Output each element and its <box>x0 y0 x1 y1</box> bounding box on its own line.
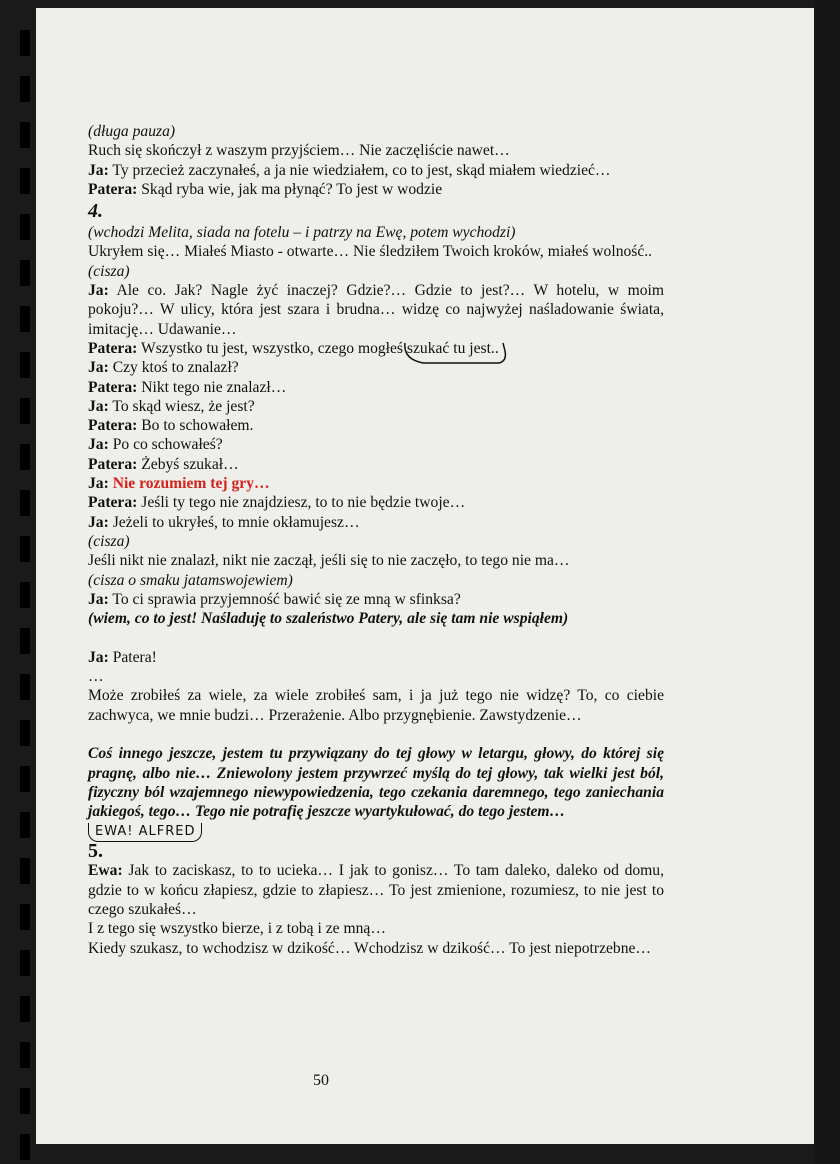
page-edge-shadow <box>814 0 840 1164</box>
dialogue-line: Ja: To ci sprawia przyjemność bawić się ze mną w sfinksa? <box>88 590 461 608</box>
dialogue-line: Jeśli nikt nie znalazł, nikt nie zaczął, jeśli się to nie zaczęło, to tego nie ma… <box>88 552 570 570</box>
handwritten-underline: szukać tu jest. <box>407 339 495 358</box>
speaker: Ja: <box>88 513 109 531</box>
speaker: Patera: <box>88 339 138 357</box>
stage-direction: (cisza o smaku jatamswojewiem) <box>88 571 293 589</box>
binding-strip <box>0 0 38 1164</box>
binding-hole <box>20 720 30 746</box>
dialogue-line: Ja: Patera! <box>88 648 157 666</box>
speaker: Ja: <box>88 590 109 608</box>
dialogue-line: Patera: Jeśli ty tego nie znajdziesz, to to nie będzie twoje… <box>88 494 466 512</box>
speaker: Ja: <box>88 397 109 415</box>
binding-hole <box>20 904 30 930</box>
speaker: Ja: <box>88 359 109 377</box>
speaker: Ja: <box>88 282 109 300</box>
scene-number: 4. <box>88 200 103 223</box>
speaker: Ja: <box>88 161 109 179</box>
binding-hole <box>20 674 30 700</box>
scene-number: 5. <box>88 840 103 863</box>
dialogue-line: I z tego się wszystko bierze, i z tobą i ze mną… <box>88 920 386 938</box>
speaker: Patera: <box>88 455 138 473</box>
speaker: Ewa: <box>88 862 123 880</box>
dialogue-line: Ja: Ty przecież zaczynałeś, a ja nie wiedziałem, co to jest, skąd miałem wiedzieć… <box>88 161 611 179</box>
binding-hole <box>20 812 30 838</box>
binding-hole <box>20 1088 30 1114</box>
binding-hole <box>20 858 30 884</box>
binding-hole <box>20 30 30 56</box>
binding-hole <box>20 352 30 378</box>
binding-hole <box>20 306 30 332</box>
binding-hole <box>20 260 30 286</box>
handwritten-note: EWA! ALFRED <box>88 821 664 842</box>
binding-hole <box>20 1134 30 1160</box>
page-number: 50 <box>313 1072 329 1089</box>
dialogue-line-highlight: Ja: Nie rozumiem tej gry… <box>88 475 270 493</box>
speaker: Ja: <box>88 648 109 666</box>
binding-hole <box>20 122 30 148</box>
stage-direction: (długa pauza) <box>88 123 176 140</box>
binding-hole <box>20 766 30 792</box>
binding-hole <box>20 490 30 516</box>
binding-hole <box>20 536 30 562</box>
dialogue-line: Ruch się skończył z waszym przyjściem… Nie zaczęliście nawet… <box>88 142 510 160</box>
dialogue-line: Patera: Bo to schowałem. <box>88 417 254 435</box>
dialogue-line: Ukryłem się… Miałeś Miasto - otwarte… Nie śledziłem Twoich kroków, miałeś wolność.. <box>88 243 653 261</box>
dialogue-line: Ja: Po co schowałeś? <box>88 436 223 454</box>
speaker: Patera: <box>88 494 138 512</box>
stage-direction: (wchodzi Melita, siada na fotelu – i patrzy na Ewę, potem wychodzi) <box>88 224 516 242</box>
binding-hole <box>20 582 30 608</box>
speaker: Ja: <box>88 436 109 454</box>
dialogue-line: Ja: Ale co. Jak? Nagle żyć inaczej? Gdzie?… Gdzie to jest?… W hotelu, w moim pokoju?… W ulicy, która jest szara i brudna… widzę co najwyżej naśladowanie świata, imitację… Udawanie… <box>88 282 664 338</box>
pen-mark-icon <box>403 341 511 367</box>
stage-direction: (cisza) <box>88 532 130 550</box>
binding-hole <box>20 1042 30 1068</box>
dialogue-line: Patera: Nikt tego nie znalazł… <box>88 378 287 396</box>
binding-hole <box>20 398 30 424</box>
dialogue-line: Ja: Jeżeli to ukryłeś, to mnie okłamujesz… <box>88 513 360 531</box>
stage-direction: (cisza) <box>88 262 130 280</box>
dialogue-line: Ewa: Jak to zaciskasz, to to ucieka… I jak to gonisz… To tam daleko, daleko od domu, gdzie to w końcu złapiesz, gdzie to złapiesz… To jest zmienione, rozumiesz, to nie jest to czego szukałeś… <box>88 862 664 918</box>
binding-hole <box>20 168 30 194</box>
dialogue-line: Patera: Żebyś szukał… <box>88 455 239 473</box>
dialogue-line: Może zrobiłeś za wiele, za wiele zrobiłeś sam, i ja już tego nie widzę? To, co ciebie zachwyca, we mnie budzi… Przerażenie. Albo przygnębienie. Zawstydzenie… <box>88 687 664 724</box>
binding-hole <box>20 444 30 470</box>
stage-direction: (wiem, co to jest! Naśladuję to szaleństwo Patery, ale się tam nie wspiąłem) <box>88 610 569 628</box>
dialogue-line: Patera: Skąd ryba wie, jak ma płynąć? To jest w wodzie <box>88 180 443 198</box>
dialogue-line: Ja: Czy ktoś to znalazł? <box>88 359 239 377</box>
binding-hole <box>20 76 30 102</box>
binding-hole <box>20 628 30 654</box>
monologue: Coś innego jeszcze, jestem tu przywiązany do tej głowy w letargu, głowy, do której się pragnę, albo nie… Zniewolony jestem przywrzeć myślą do tej głowy, tak wielki jest ból, fizyczny ból wzajemnego niewypowiedzenia, tego czekania daremnego, tego zaniechania jakiegoś, tego… Tego nie potrafię jeszcze wyartykułować, do tego jestem… <box>88 745 664 821</box>
binding-hole <box>20 214 30 240</box>
speaker: Patera: <box>88 378 138 396</box>
binding-hole <box>20 996 30 1022</box>
speaker: Patera: <box>88 417 138 435</box>
dialogue-line: Ja: To skąd wiesz, że jest? <box>88 397 255 415</box>
speaker: Ja: <box>88 475 109 493</box>
speaker: Patera: <box>88 180 138 198</box>
binding-hole <box>20 950 30 976</box>
document-text <box>88 122 664 958</box>
dialogue-line: Patera: Wszystko tu jest, wszystko, czego mogłeś szukać tu jest.. <box>88 339 664 358</box>
ellipsis: … <box>88 668 104 686</box>
dialogue-line: Kiedy szukasz, to wchodzisz w dzikość… Wchodzisz w dzikość… To jest niepotrzebne… <box>88 939 652 957</box>
